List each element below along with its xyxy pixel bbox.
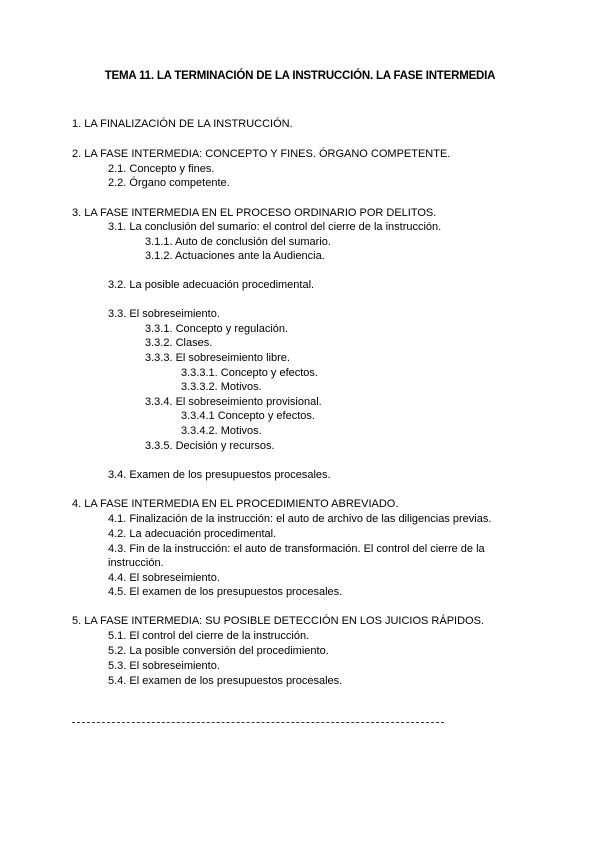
- section-4-5: 4.5. El examen de los presupuestos procesales.: [108, 586, 343, 598]
- section-4-3: 4.3. Fin de la instrucción: el auto de transformación. El control del cierre de la instrucción.: [108, 543, 485, 569]
- section-5-2: 5.2. La posible conversión del procedimiento.: [108, 645, 329, 657]
- section-4-4: 4.4. El sobreseimiento.: [108, 572, 220, 584]
- section-1: 1. LA FINALIZACIÓN DE LA INSTRUCCIÓN.: [72, 118, 293, 130]
- section-4-1: 4.1. Finalización de la instrucción: el auto de archivo de las diligencias previas.: [108, 513, 492, 525]
- section-3-1: 3.1. La conclusión del sumario: el control del cierre de la instrucción.: [108, 221, 442, 233]
- section-3-3-4-1: 3.3.4.1 Concepto y efectos.: [181, 410, 315, 422]
- section-5-3: 5.3. El sobreseimiento.: [108, 660, 220, 672]
- section-3-3-2: 3.3.2. Clases.: [145, 337, 213, 349]
- section-3-3-3-1: 3.3.3.1. Concepto y efectos.: [181, 367, 318, 379]
- section-3-3-4-2: 3.3.4.2. Motivos.: [181, 425, 262, 437]
- section-3-3-3-2: 3.3.3.2. Motivos.: [181, 381, 262, 393]
- section-3-1-2: 3.1.2. Actuaciones ante la Audiencia.: [145, 250, 325, 262]
- section-5: 5. LA FASE INTERMEDIA: SU POSIBLE DETECCIÓN EN LOS JUICIOS RÁPIDOS.: [72, 615, 484, 627]
- section-3-3: 3.3. El sobreseimiento.: [108, 308, 220, 320]
- document-title: TEMA 11. LA TERMINACIÓN DE LA INSTRUCCIÓN. LA FASE INTERMEDIA: [104, 70, 496, 82]
- section-5-1: 5.1. El control del cierre de la instrucción.: [108, 630, 310, 642]
- section-3-4: 3.4. Examen de los presupuestos procesales.: [108, 469, 331, 481]
- section-2-1: 2.1. Concepto y fines.: [108, 163, 215, 175]
- separator-rule: [72, 722, 444, 723]
- section-3-1-1: 3.1.1. Auto de conclusión del sumario.: [145, 236, 331, 248]
- section-3-3-3: 3.3.3. El sobreseimiento libre.: [145, 352, 290, 364]
- section-3-3-5: 3.3.5. Decisión y recursos.: [145, 440, 275, 452]
- section-3-3-1: 3.3.1. Concepto y regulación.: [145, 323, 289, 335]
- section-3: 3. LA FASE INTERMEDIA EN EL PROCESO ORDINARIO POR DELITOS.: [72, 207, 437, 219]
- section-2-2: 2.2. Órgano competente.: [108, 177, 230, 189]
- section-3-3-4: 3.3.4. El sobreseimiento provisional.: [145, 396, 322, 408]
- section-3-2: 3.2. La posible adecuación procedimental.: [108, 279, 315, 291]
- section-4-2: 4.2. La adecuación procedimental.: [108, 528, 277, 540]
- section-5-4: 5.4. El examen de los presupuestos procesales.: [108, 675, 343, 687]
- section-4: 4. LA FASE INTERMEDIA EN EL PROCEDIMIENTO ABREVIADO.: [72, 498, 399, 510]
- section-2: 2. LA FASE INTERMEDIA: CONCEPTO Y FINES. ÓRGANO COMPETENTE.: [72, 148, 451, 160]
